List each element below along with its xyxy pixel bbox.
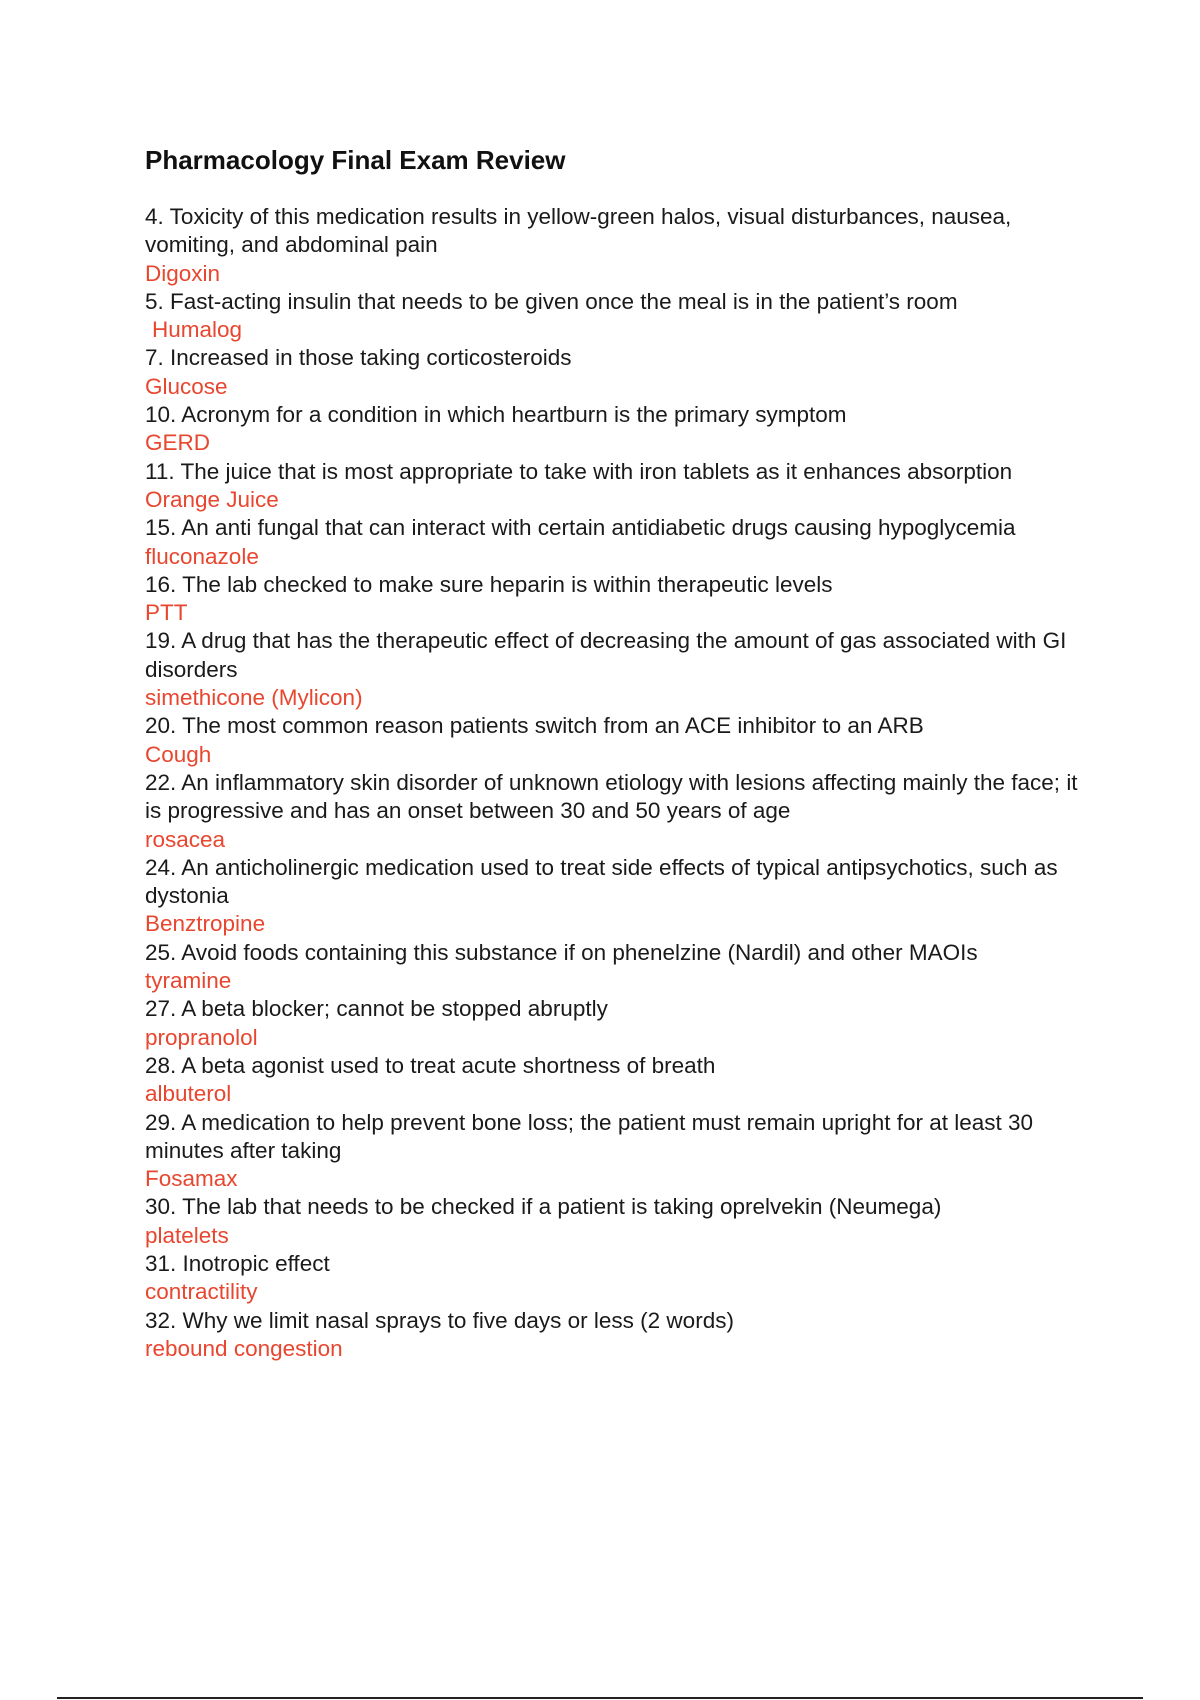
qa-item xyxy=(145,854,1095,939)
answer-text: albuterol xyxy=(145,1081,232,1107)
answer-text: Humalog xyxy=(152,317,243,343)
qa-item xyxy=(145,1250,1095,1307)
answer-text: Orange Juice xyxy=(145,486,279,512)
page-bottom-rule xyxy=(57,1697,1143,1699)
qa-item xyxy=(145,288,1095,345)
question-text: 7. Increased in those taking corticosteroids xyxy=(145,345,572,371)
qa-item xyxy=(145,514,1095,571)
answer-text: fluconazole xyxy=(145,543,259,569)
question-text: 11. The juice that is most appropriate to take with iron tablets as it enhances absorption xyxy=(145,458,1013,484)
answer-text: GERD xyxy=(145,430,211,456)
qa-item xyxy=(145,627,1095,712)
document-page xyxy=(145,143,1095,1363)
answer-text: tyramine xyxy=(145,968,232,994)
answer-text: simethicone (Mylicon) xyxy=(145,685,363,711)
question-text: 30. The lab that needs to be checked if a patient is taking oprelvekin (Neumega) xyxy=(145,1194,942,1220)
answer-text: rebound congestion xyxy=(145,1335,343,1361)
question-text: 19. A drug that has the therapeutic effect of decreasing the amount of gas associated with GI disorders xyxy=(145,628,1067,682)
answer-text: Glucose xyxy=(145,373,228,399)
answer-text: Benztropine xyxy=(145,911,266,937)
answer-text: contractility xyxy=(145,1279,258,1305)
qa-list xyxy=(145,203,1095,1363)
qa-item xyxy=(145,458,1095,515)
question-text: 28. A beta agonist used to treat acute shortness of breath xyxy=(145,1052,716,1078)
qa-item xyxy=(145,1052,1095,1109)
qa-item xyxy=(145,571,1095,628)
qa-item xyxy=(145,1109,1095,1194)
question-text: 32. Why we limit nasal sprays to five days or less (2 words) xyxy=(145,1307,734,1333)
qa-item xyxy=(145,1307,1095,1364)
question-text: 4. Toxicity of this medication results in yellow-green halos, visual disturbances, nausea, vomiting, and abdominal pain xyxy=(145,204,1012,258)
qa-item xyxy=(145,769,1095,854)
question-text: 10. Acronym for a condition in which heartburn is the primary symptom xyxy=(145,402,847,428)
question-text: 5. Fast-acting insulin that needs to be given once the meal is in the patient’s room xyxy=(145,288,958,314)
answer-text: rosacea xyxy=(145,826,226,852)
qa-item xyxy=(145,995,1095,1052)
qa-item xyxy=(145,344,1095,401)
question-text: 16. The lab checked to make sure heparin is within therapeutic levels xyxy=(145,571,833,597)
question-text: 15. An anti fungal that can interact with certain antidiabetic drugs causing hypoglycemia xyxy=(145,515,1016,541)
question-text: 29. A medication to help prevent bone loss; the patient must remain upright for at least 30 minutes after taking xyxy=(145,1109,1034,1163)
question-text: 27. A beta blocker; cannot be stopped abruptly xyxy=(145,996,608,1022)
question-text: 31. Inotropic effect xyxy=(145,1250,330,1276)
answer-text: propranolol xyxy=(145,1024,258,1050)
qa-item xyxy=(145,1193,1095,1250)
question-text: 25. Avoid foods containing this substance if on phenelzine (Nardil) and other MAOIs xyxy=(145,939,978,965)
question-text: 22. An inflammatory skin disorder of unknown etiology with lesions affecting mainly the face; it is progressive and has an onset between 30 and 50 years of age xyxy=(145,769,1078,824)
question-text: 24. An anticholinergic medication used to treat side effects of typical antipsychotics, such as dystonia xyxy=(145,854,1058,909)
qa-item xyxy=(145,939,1095,996)
qa-item xyxy=(145,401,1095,458)
qa-item xyxy=(145,712,1095,769)
document-title: Pharmacology Final Exam Review xyxy=(145,145,566,175)
answer-text: PTT xyxy=(145,600,188,626)
answer-text: platelets xyxy=(145,1222,229,1248)
answer-text: Fosamax xyxy=(145,1166,238,1192)
answer-text: Digoxin xyxy=(145,260,221,286)
answer-text: Cough xyxy=(145,741,212,767)
question-text: 20. The most common reason patients switch from an ACE inhibitor to an ARB xyxy=(145,713,924,739)
qa-item xyxy=(145,203,1095,288)
